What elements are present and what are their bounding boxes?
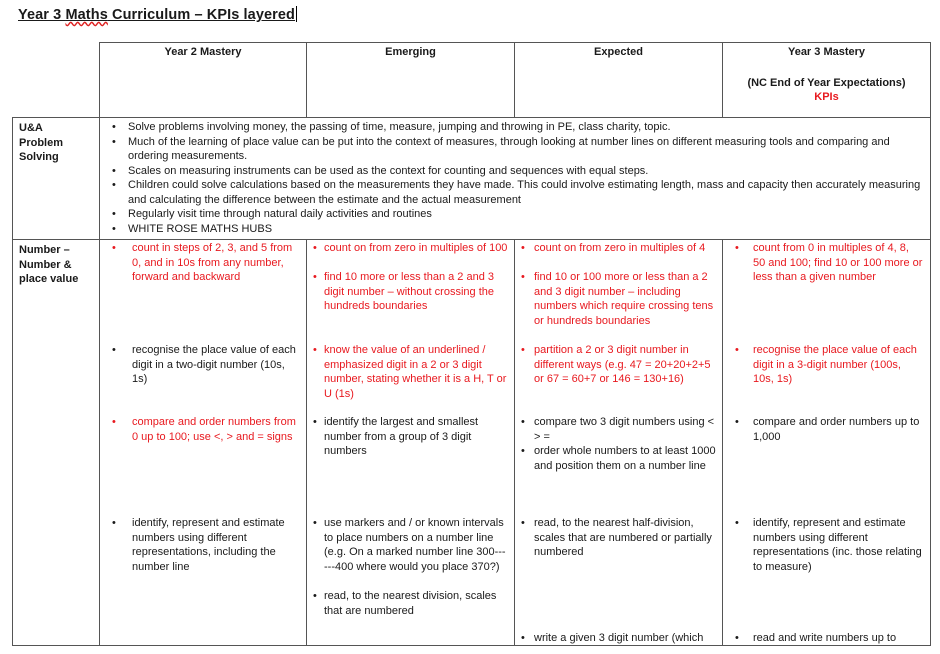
- list-item: • find 10 or 100 more or less than a 2 and 3 digit number – including numbers which require crossing tens or hundreds boundaries: [521, 271, 714, 327]
- header-expected: Expected: [515, 43, 723, 118]
- list-item: • recognise the place value of each digit in a 3-digit number (100s, 10s, 1s): [735, 344, 917, 385]
- list-item: • read and write numbers up to: [735, 632, 897, 644]
- ua-content: [100, 118, 931, 240]
- list-item: • count in steps of 2, 3, and 5 from 0, and in 10s from any number, forward and backward: [112, 242, 293, 283]
- list-item: • use markers and / or known intervals to place numbers on a number line (e.g. On a marked number line 300------400 where would you place 370?): [313, 517, 506, 573]
- list-item: • recognise the place value of each digit in a two-digit number (10s, 1s): [112, 344, 296, 385]
- list-item: • identify, represent and estimate numbers using different representations, including the number line: [112, 517, 285, 573]
- title-text: Curriculum – KPIs layered: [107, 7, 296, 23]
- list-item: • read, to the nearest division, scales that are numbered: [313, 590, 497, 617]
- header-subtitle: (NC End of Year Expectations): [747, 76, 906, 89]
- cell-year2-mastery: [100, 240, 307, 646]
- list-item: • write a given 3 digit number (which: [521, 632, 704, 644]
- list-item: • Children could solve calculations based on the measurements they have made. This could involve estimating length, mass and capacity then accurately measuring and calculating the difference between the estimate and the actual measurement: [128, 178, 924, 207]
- document-title[interactable]: [18, 6, 297, 23]
- curriculum-table: [12, 42, 931, 646]
- header-year3-mastery: Year 3 Mastery (NC End of Year Expectations) KPIs: [723, 43, 931, 118]
- row-label-ua: U&A Problem Solving: [13, 118, 100, 240]
- cell-year3-mastery: [723, 240, 931, 646]
- row-label-number: Number – Number & place value: [13, 240, 100, 646]
- list-item: • Scales on measuring instruments can be used as the context for counting and sequences with equal steps.: [128, 164, 924, 179]
- list-item: • Solve problems involving money, the passing of time, measure, jumping and throwing in PE, class charity, topic.: [128, 120, 924, 135]
- list-item: • compare two 3 digit numbers using < > =: [521, 416, 715, 443]
- list-item: • partition a 2 or 3 digit number in different ways (e.g. 47 = 20+20+2+5 or 67 = 60+7 or 146 = 130+16): [521, 344, 711, 385]
- header-year2-mastery: Year 2 Mastery: [100, 43, 307, 118]
- list-item: • order whole numbers to at least 1000 and position them on a number line: [521, 445, 716, 472]
- cell-emerging: [307, 240, 515, 646]
- list-item: • count on from zero in multiples of 4: [521, 242, 706, 254]
- list-item: • WHITE ROSE MATHS HUBS: [128, 222, 924, 237]
- header-row: [13, 43, 931, 118]
- spellcheck-word[interactable]: Maths: [65, 7, 108, 23]
- number-row: [13, 240, 931, 646]
- list-item: • read, to the nearest half-division, scales that are numbered or partially numbered: [521, 517, 712, 558]
- title-text: Year 3: [18, 7, 66, 23]
- cell-expected: [515, 240, 723, 646]
- list-item: • count from 0 in multiples of 4, 8, 50 and 100; find 10 or 100 more or less than a given number: [735, 242, 923, 283]
- list-item: • identify the largest and smallest number from a group of 3 digit numbers: [313, 416, 479, 457]
- list-item: • find 10 more or less than a 2 and 3 digit number – without crossing the hundreds boundaries: [313, 271, 494, 312]
- ua-row: [13, 118, 931, 240]
- list-item: • count on from zero in multiples of 100: [313, 242, 508, 254]
- ua-bullet-list: [100, 118, 930, 238]
- list-item: • Much of the learning of place value can be put into the context of measures, through looking at number lines on different measuring tools and comparing and ordering measurements.: [128, 135, 924, 164]
- list-item: • compare and order numbers from 0 up to 100; use <, > and = signs: [112, 416, 296, 443]
- header-emerging: Emerging: [307, 43, 515, 118]
- text-cursor: [296, 6, 297, 22]
- corner-cell: [13, 43, 100, 118]
- list-item: • Regularly visit time through natural daily activities and routines: [128, 207, 924, 222]
- list-item: • compare and order numbers up to 1,000: [735, 416, 920, 443]
- list-item: • know the value of an underlined / emphasized digit in a 2 or 3 digit number, stating whether it is a H, T or U (1s): [313, 344, 507, 400]
- kpi-label: KPIs: [814, 91, 839, 103]
- list-item: • identify, represent and estimate numbers using different representations (inc. those relating to measure): [735, 517, 922, 573]
